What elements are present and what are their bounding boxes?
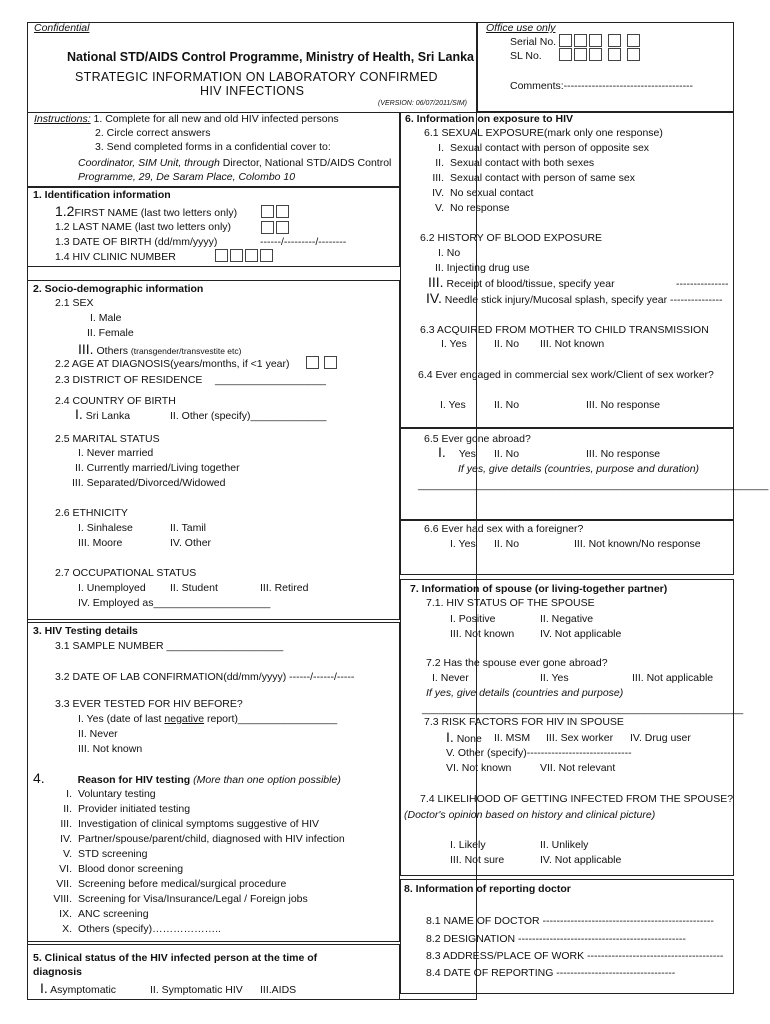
country-other[interactable]: II. Other (specify)_____________ (170, 410, 327, 422)
clinic-number-label: 1.4 HIV CLINIC NUMBER (55, 251, 176, 263)
section4-title: 4. Reason for HIV testing (More than one option possible) (33, 770, 341, 786)
section2-title: 2. Socio-demographic information (33, 283, 204, 295)
list-item-number: VII. (56, 878, 72, 890)
section7-title: 7. Information of spouse (or living-together partner) (410, 583, 668, 595)
spouse-risk-not-relevant[interactable]: VII. Not relevant (540, 762, 616, 774)
spouse-risk-sex-worker[interactable]: III. Sex worker (546, 732, 614, 744)
list-item-number: VI. (59, 863, 72, 875)
list-item-text: Voluntary testing (78, 788, 156, 800)
list-item[interactable] (424, 202, 649, 217)
commercial-sex-yes[interactable]: I. Yes (440, 399, 466, 411)
spouse-positive[interactable]: I. Positive (450, 613, 496, 625)
list-item[interactable] (40, 863, 345, 878)
spouse-not-known[interactable]: III. Not known (450, 628, 515, 640)
spouse-abroad-details-field[interactable]: _______________________________________________________ (422, 703, 744, 715)
sex-female[interactable]: II. Female (87, 327, 134, 339)
ever-tested-yes[interactable]: I. Yes (date of last negative report)_________________ (78, 713, 338, 725)
doctor-designation-field[interactable]: 8.2 DESIGNATION ------------------------------------------------ (426, 933, 686, 945)
list-item-text: Others (specify)……………….. (78, 923, 221, 935)
list-item[interactable] (40, 848, 345, 863)
list-item-number: X. (62, 923, 72, 935)
list-item[interactable] (424, 172, 649, 187)
occupation-retired[interactable]: III. Retired (260, 582, 309, 594)
list-item-text: STD screening (78, 848, 148, 860)
list-item[interactable] (40, 893, 345, 908)
instructions-address-2: Programme, 29, De Saram Place, Colombo 10 (78, 171, 296, 183)
list-item-number: IV. (432, 187, 444, 199)
list-item-number: I. (66, 788, 72, 800)
sexual-exposure-list (424, 142, 649, 217)
ethnicity-sinhalese[interactable]: I. Sinhalese (78, 522, 133, 534)
form-title: National STD/AIDS Control Programme, Ministry of Health, Sri Lanka (67, 50, 475, 64)
section5-title-1: 5. Clinical status of the HIV infected person at the time of (33, 952, 318, 964)
form-subtitle-2: HIV INFECTIONS (200, 84, 305, 98)
list-item-text: Blood donor screening (78, 863, 184, 875)
abroad-details-note: If yes, give details (countries, purpose and duration) (458, 463, 700, 475)
blood-exposure-no[interactable]: I. No (438, 247, 461, 259)
list-item[interactable] (424, 187, 649, 202)
district-label: 2.3 DISTRICT OF RESIDENCE (55, 374, 203, 386)
blood-exposure-receipt-year[interactable]: --------------- (676, 278, 729, 290)
commercial-sex-no-response[interactable]: III. No response (586, 399, 661, 411)
mtct-not-known[interactable]: III. Not known (540, 338, 605, 350)
country-label: 2.4 COUNTRY OF BIRTH (55, 395, 176, 407)
spouse-not-applicable[interactable]: IV. Not applicable (540, 628, 622, 640)
abroad-label: 6.5 Ever gone abroad? (424, 433, 531, 445)
instructions-line-3: 3. Send completed forms in a confidential cover to: (95, 141, 331, 153)
occupation-student[interactable]: II. Student (170, 582, 218, 594)
spouse-risk-label: 7.3 RISK FACTORS FOR HIV IN SPOUSE (424, 716, 624, 728)
blood-exposure-label: 6.2 HISTORY OF BLOOD EXPOSURE (420, 232, 603, 244)
age-label: 2.2 AGE AT DIAGNOSIS(years/months, if <1 year) (55, 358, 290, 370)
section8-title: 8. Information of reporting doctor (404, 883, 571, 895)
list-item-number: V. (435, 202, 444, 214)
foreigner-yes[interactable]: I. Yes (450, 538, 476, 550)
confidential-label: Confidential (34, 22, 90, 34)
office-use-title: Office use only (486, 22, 556, 34)
first-name-boxes[interactable] (261, 205, 291, 218)
spouse-risk-not-known[interactable]: VI. Not known (446, 762, 512, 774)
mtct-label: 6.3 ACQUIRED FROM MOTHER TO CHILD TRANSMISSION (420, 324, 709, 336)
list-item[interactable] (424, 157, 649, 172)
list-item-number: IV. (60, 833, 72, 845)
list-item-text: Investigation of clinical symptoms suggestive of HIV (78, 818, 320, 830)
ethnicity-other[interactable]: IV. Other (170, 537, 212, 549)
list-item-number: I. (438, 142, 444, 154)
blood-exposure-receipt[interactable]: III. Receipt of blood/tissue, specify year (428, 274, 615, 290)
ever-tested-not-known[interactable]: III. Not known (78, 743, 143, 755)
clinical-symptomatic[interactable]: II. Symptomatic HIV (150, 984, 243, 996)
sample-number-field[interactable]: 3.1 SAMPLE NUMBER ____________________ (55, 640, 284, 652)
spouse-status-label: 7.1. HIV STATUS OF THE SPOUSE (426, 597, 595, 609)
list-item-text: Screening before medical/surgical procedure (78, 878, 287, 890)
mtct-no[interactable]: II. No (494, 338, 520, 350)
list-item-text: Sexual contact with person of opposite sex (450, 142, 650, 154)
likelihood-not-applicable[interactable]: IV. Not applicable (540, 854, 622, 866)
dob-label: 1.3 DATE OF BIRTH (dd/mm/yyyy) (55, 236, 218, 248)
testing-reasons-list (40, 788, 345, 938)
sex-label: 2.1 SEX (55, 297, 94, 309)
likelihood-unlikely[interactable]: II. Unlikely (540, 839, 589, 851)
blood-exposure-needlestick[interactable]: IV. Needle stick injury/Mucosal splash, specify year --------------- (426, 290, 723, 306)
list-item[interactable] (40, 818, 345, 833)
list-item-text: Sexual contact with both sexes (450, 157, 595, 169)
ethnicity-tamil[interactable]: II. Tamil (170, 522, 206, 534)
list-item-text: Partner/spouse/parent/child, diagnosed with HIV infection (78, 833, 345, 845)
comments-field[interactable]: Comments:------------------------------------- (510, 80, 694, 92)
list-item-number: III. (432, 172, 444, 184)
list-item[interactable] (424, 142, 649, 157)
sl-no-label: SL No. (510, 50, 542, 62)
commercial-sex-no[interactable]: II. No (494, 399, 520, 411)
doctor-name-field[interactable]: 8.1 NAME OF DOCTOR ------------------------------------------------- (426, 915, 714, 927)
ethnicity-label: 2.6 ETHNICITY (55, 507, 128, 519)
serial-no-label: Serial No. (510, 36, 557, 48)
sexual-exposure-label: 6.1 SEXUAL EXPOSURE(mark only one response) (424, 127, 663, 139)
list-item-text: No sexual contact (450, 187, 534, 199)
spouse-likelihood-label: 7.4 LIKELIHOOD OF GETTING INFECTED FROM THE SPOUSE? (420, 793, 734, 805)
spouse-risk-other[interactable]: V. Other (specify)------------------------------ (446, 747, 632, 759)
instructions-address-1: Coordinator, SIM Unit, through Director, National STD/AIDS Control (78, 157, 392, 169)
ever-tested-label: 3.3 EVER TESTED FOR HIV BEFORE? (55, 698, 243, 710)
version-label: (VERSION: 06/07/2011/SIM) (378, 100, 467, 107)
blood-exposure-idu[interactable]: II. Injecting drug use (435, 262, 530, 274)
list-item-text: Screening for Visa/Insurance/Legal / Foreign jobs (78, 893, 308, 905)
list-item-number: VIII. (53, 893, 72, 905)
section5-title-2: diagnosis (33, 966, 83, 978)
occupation-unemployed[interactable]: I. Unemployed (78, 582, 146, 594)
list-item[interactable] (40, 908, 345, 923)
list-item-number: II. (435, 157, 444, 169)
sl-no-boxes[interactable] (559, 48, 642, 61)
list-item[interactable] (40, 803, 345, 818)
mtct-yes[interactable]: I. Yes (441, 338, 467, 350)
spouse-risk-none[interactable]: I. None (446, 729, 482, 745)
marital-label: 2.5 MARITAL STATUS (55, 433, 160, 445)
instructions-label: Instructions: (34, 113, 91, 125)
district-field[interactable]: ___________________ (215, 374, 326, 386)
list-item[interactable] (40, 788, 345, 803)
country-sri-lanka[interactable]: I. Sri Lanka (75, 406, 131, 422)
likelihood-not-sure[interactable]: III. Not sure (450, 854, 505, 866)
sex-others[interactable]: III. Others (transgender/transvestite etc) (78, 341, 242, 357)
last-name-boxes[interactable] (261, 221, 291, 234)
clinical-aids[interactable]: III.AIDS (260, 984, 297, 996)
last-name-label: 1.2 LAST NAME (last two letters only) (55, 221, 232, 233)
dob-field[interactable]: ------/---------/-------- (260, 236, 347, 248)
abroad-no-response[interactable]: III. No response (586, 448, 661, 460)
marital-never[interactable]: I. Never married (78, 447, 154, 459)
spouse-likelihood-note: (Doctor's opinion based on history and clinical picture) (404, 809, 656, 821)
serial-no-boxes[interactable] (559, 34, 642, 47)
ethnicity-moore[interactable]: III. Moore (78, 537, 123, 549)
lab-confirmation-date-field[interactable]: 3.2 DATE OF LAB CONFIRMATION(dd/mm/yyyy) ------/------/----- (55, 671, 355, 683)
spouse-negative[interactable]: II. Negative (540, 613, 594, 625)
clinical-asymptomatic[interactable]: I. Asymptomatic (40, 980, 117, 996)
abroad-details-field[interactable]: ____________________________________________________________ (418, 479, 769, 491)
list-item[interactable] (40, 833, 345, 848)
foreigner-label: 6.6 Ever had sex with a foreigner? (424, 523, 584, 535)
doctor-address-field[interactable]: 8.3 ADDRESS/PLACE OF WORK --------------------------------------- (426, 950, 724, 962)
first-name-label: 1.2FIRST NAME (last two letters only) (55, 203, 238, 219)
spouse-risk-msm[interactable]: II. MSM (494, 732, 531, 744)
abroad-yes[interactable]: I. Yes (438, 444, 476, 460)
list-item-number: III. (60, 818, 72, 830)
list-item[interactable] (40, 878, 345, 893)
list-item-text: ANC screening (78, 908, 149, 920)
marital-married[interactable]: II. Currently married/Living together (75, 462, 240, 474)
spouse-abroad-note: If yes, give details (countries and purpose) (426, 687, 624, 699)
spouse-abroad-yes[interactable]: II. Yes (540, 672, 569, 684)
foreigner-no[interactable]: II. No (494, 538, 520, 550)
instructions-line-1: Instructions: 1. Complete for all new and old HIV infected persons (34, 113, 339, 125)
marital-separated[interactable]: III. Separated/Divorced/Widowed (72, 477, 226, 489)
spouse-abroad-label: 7.2 Has the spouse ever gone abroad? (426, 657, 608, 669)
abroad-no[interactable]: II. No (494, 448, 520, 460)
list-item-number: V. (63, 848, 72, 860)
section1-title: 1. Identification information (33, 189, 171, 201)
ever-tested-never[interactable]: II. Never (78, 728, 118, 740)
foreigner-not-known[interactable]: III. Not known/No response (574, 538, 701, 550)
commercial-sex-label: 6.4 Ever engaged in commercial sex work/Client of sex worker? (418, 369, 714, 381)
list-item[interactable] (40, 923, 345, 938)
reporting-date-field[interactable]: 8.4 DATE OF REPORTING ---------------------------------- (426, 967, 676, 979)
list-item-text: Sexual contact with person of same sex (450, 172, 636, 184)
occupation-employed[interactable]: IV. Employed as____________________ (78, 597, 271, 609)
age-boxes[interactable] (306, 356, 339, 369)
occupation-label: 2.7 OCCUPATIONAL STATUS (55, 567, 197, 579)
clinic-number-boxes[interactable] (215, 249, 275, 262)
instructions-line-2: 2. Circle correct answers (95, 127, 211, 139)
form-subtitle-1: STRATEGIC INFORMATION ON LABORATORY CONFIRMED (75, 70, 438, 84)
list-item-text: Provider initiated testing (78, 803, 191, 815)
sex-male[interactable]: I. Male (90, 312, 122, 324)
spouse-abroad-not-applicable[interactable]: III. Not applicable (632, 672, 714, 684)
spouse-risk-drug-user[interactable]: IV. Drug user (630, 732, 691, 744)
spouse-abroad-never[interactable]: I. Never (432, 672, 469, 684)
likelihood-likely[interactable]: I. Likely (450, 839, 486, 851)
section3-title: 3. HIV Testing details (33, 625, 138, 637)
list-item-number: II. (63, 803, 72, 815)
list-item-text: No response (450, 202, 510, 214)
list-item-number: IX. (59, 908, 72, 920)
section6-title: 6. Information on exposure to HIV (405, 113, 574, 125)
